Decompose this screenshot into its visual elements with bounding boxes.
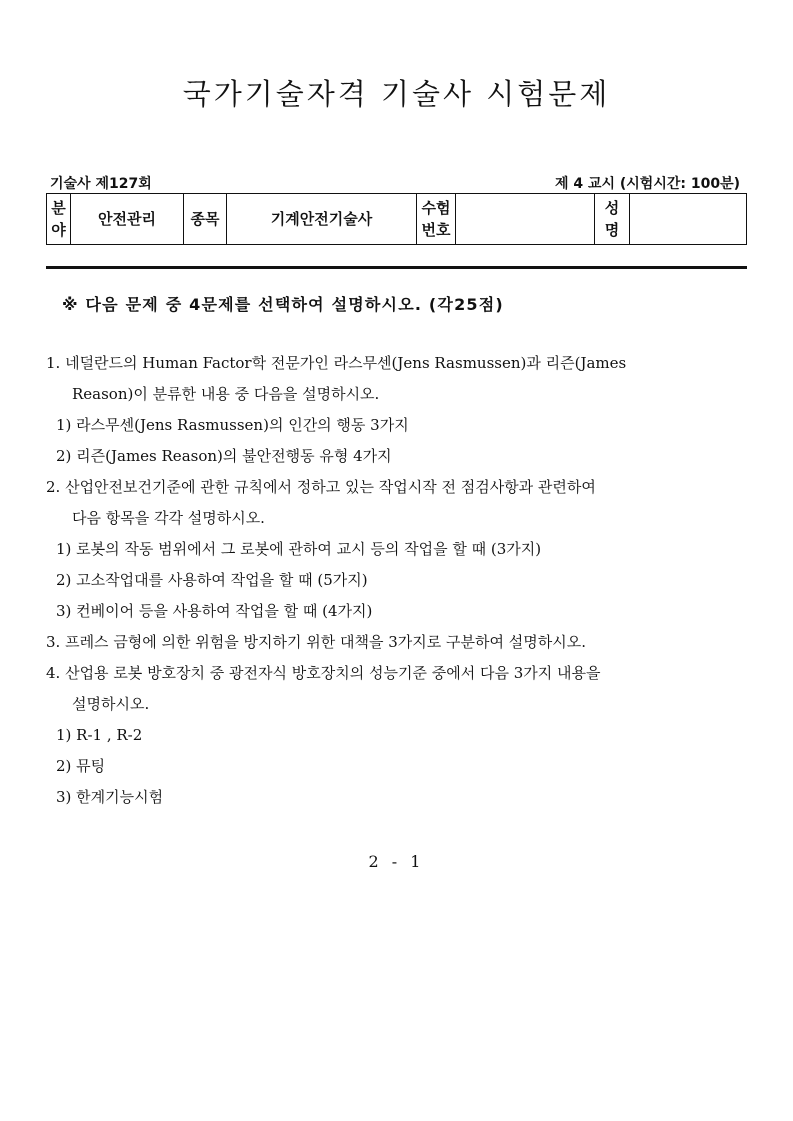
question-3-line-1: 3. 프레스 금형에 의한 위험을 방지하기 위한 대책을 3가지로 구분하여 설명하시오. bbox=[46, 633, 586, 651]
exam-number-field[interactable] bbox=[456, 194, 595, 245]
question-2-line-2: 다음 항목을 각각 설명하시오. bbox=[72, 509, 265, 527]
question-4-sub-1: 1) R-1 , R-2 bbox=[56, 726, 143, 744]
question-4-sub-3: 3) 한계기능시험 bbox=[56, 788, 164, 806]
page-title: 국가기술자격 기술사 시험문제 bbox=[182, 77, 611, 111]
question-2-sub-3: 3) 컨베이어 등을 사용하여 작업을 할 때 (4가지) bbox=[56, 602, 373, 620]
name-label-cell bbox=[595, 194, 630, 245]
field-label-cell bbox=[47, 194, 71, 245]
exam-number-label-top: 수험 bbox=[421, 199, 451, 217]
exam-number-label-cell bbox=[417, 194, 456, 245]
question-2-sub-2: 2) 고소작업대를 사용하여 작업을 할 때 (5가지) bbox=[56, 571, 368, 589]
question-list bbox=[46, 352, 747, 817]
question-2-sub-1: 1) 로봇의 작동 범위에서 그 로봇에 관하여 교시 등의 작업을 할 때 (3가지) bbox=[56, 540, 542, 558]
question-1-line-1: 1. 네덜란드의 Human Factor학 전문가인 라스무센(Jens Rasmussen)과 리즌(James bbox=[46, 354, 627, 372]
page-number: 2 - 1 bbox=[368, 852, 425, 871]
field-label-bottom: 야 bbox=[51, 221, 66, 239]
name-label-bottom: 명 bbox=[604, 221, 620, 239]
category-value: 기계안전기술사 bbox=[227, 194, 417, 245]
exam-info-row bbox=[48, 173, 744, 193]
instruction-text: ※ 다음 문제 중 4문제를 선택하여 설명하시오. (각25점) bbox=[62, 295, 504, 314]
field-label-top: 분 bbox=[51, 199, 66, 217]
question-4-line-1: 4. 산업용 로봇 방호장치 중 광전자식 방호장치의 성능기준 중에서 다음 3가지 내용을 bbox=[46, 664, 601, 682]
question-1-sub-1: 1) 라스무센(Jens Rasmussen)의 인간의 행동 3가지 bbox=[56, 416, 409, 434]
question-4-line-2: 설명하시오. bbox=[72, 695, 150, 713]
question-4-sub-2: 2) 뮤팅 bbox=[56, 757, 106, 775]
exam-session: 제 4 교시 (시험시간: 100분) bbox=[554, 176, 740, 192]
name-label-top: 성 bbox=[604, 199, 620, 217]
divider-line bbox=[46, 266, 747, 269]
name-field[interactable] bbox=[630, 194, 747, 245]
question-1-sub-2: 2) 리즌(James Reason)의 불안전행동 유형 4가지 bbox=[56, 447, 392, 465]
exam-number-label-bottom: 번호 bbox=[421, 221, 451, 239]
candidate-info-table bbox=[46, 193, 747, 245]
category-label: 종목 bbox=[184, 194, 227, 245]
question-2-line-1: 2. 산업안전보건기준에 관한 규칙에서 정하고 있는 작업시작 전 점검사항과 관련하여 bbox=[46, 478, 596, 496]
exam-round: 기술사 제127회 bbox=[50, 176, 152, 192]
field-value: 안전관리 bbox=[71, 194, 184, 245]
question-1-line-2: Reason)이 분류한 내용 중 다음을 설명하시오. bbox=[72, 385, 380, 403]
